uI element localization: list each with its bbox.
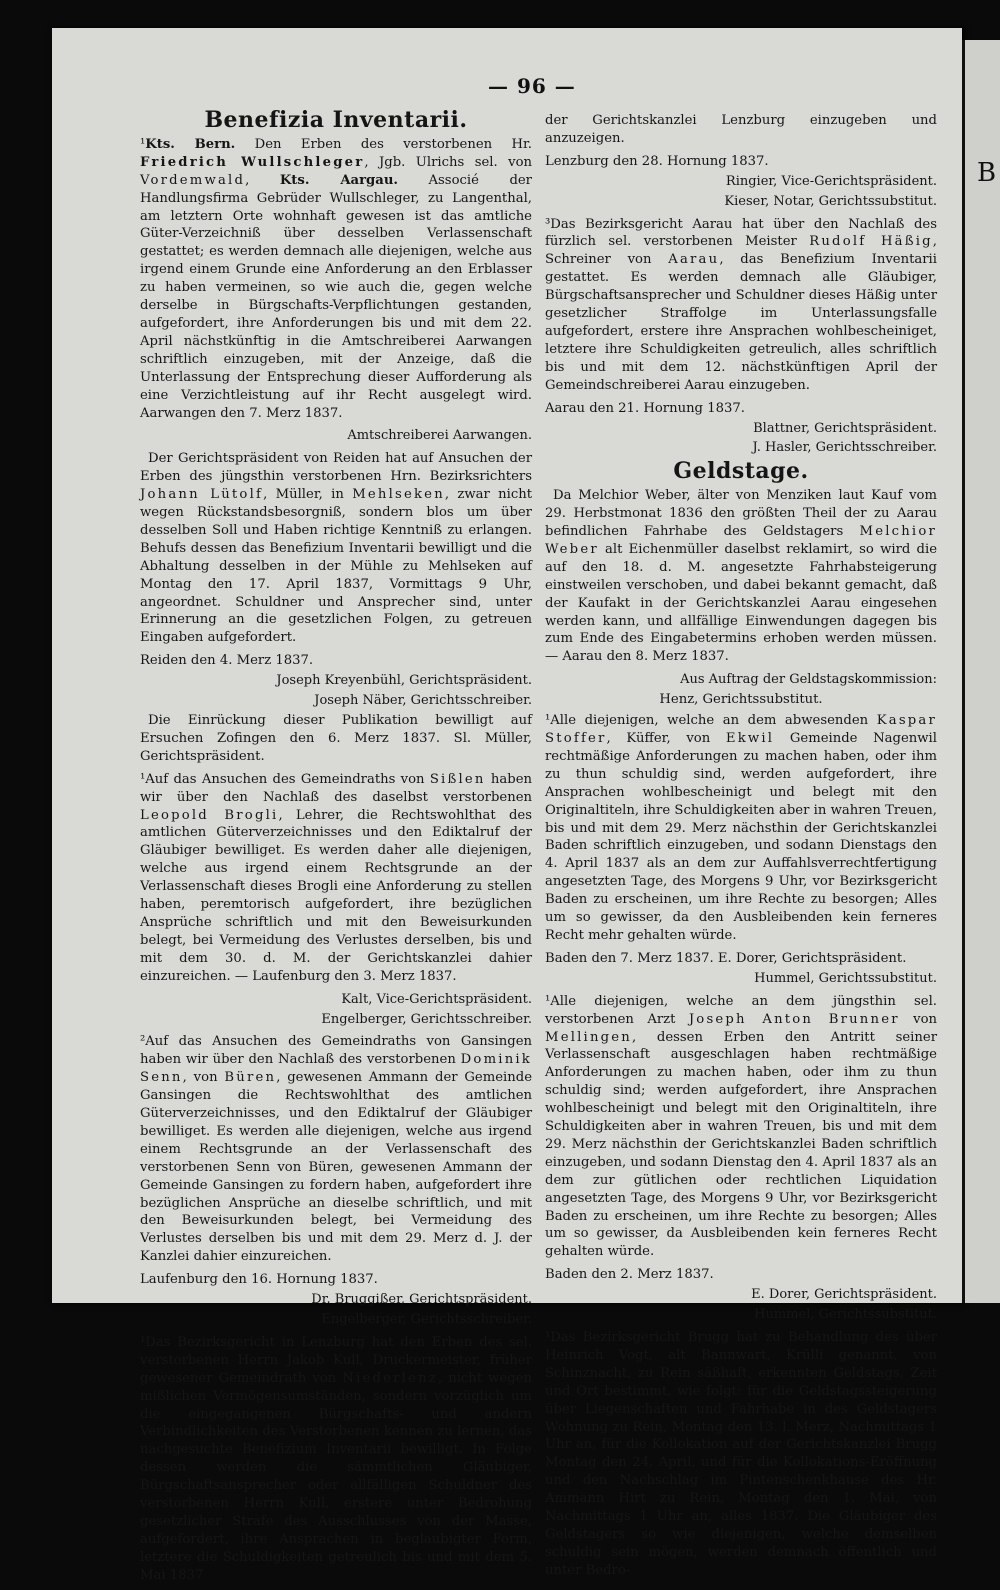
- signature: Kalt, Vice-Gerichtspräsident.: [341, 991, 532, 1007]
- notice-date: Baden den 2. Merz 1837.: [545, 1267, 714, 1283]
- notice-date: Laufenburg den 16. Hornung 1837.: [140, 1272, 378, 1288]
- notice-luetolf: Der Gerichtspräsident von Reiden hat auf Ansuchen der Erben des jüngsthin verstorbenen Hrn. Bezirksrichters Johann Lütolf, Müller, in Mehlseken, zwar nicht wegen Rückstandsbesorgniß, sondern blos um über desselben Soll und Haben richtige Kenntniß zu erlangen. Behufs dessen das Benefizium Inventarii bewilligt und die Abhaltung desselben in der Mühle zu Mehlseken auf Montag den 17. April 1837, Vormittags 9 Uhr, angeordnet. Schuldner und Ansprecher sind, unter Erinnerung an die gesetzlichen Folgen, zu getreuen Eingaben aufgefordert.: [140, 451, 532, 646]
- signature: Blattner, Gerichtspräsident.: [753, 420, 937, 436]
- notice-weber: Da Melchior Weber, älter von Menziken laut Kauf vom 29. Herbstmonat 1836 den größten Theil der zu Aarau befindlichen Fahrhabe des Geldstagers Melchior Weber alt Eichenmüller daselbst reklamirt, so wird die auf den 18. d. M. angesetzte Fahrhabsteigerung einstweilen verschoben, und dabei bekannt gemacht, daß der Kaufakt in der Gerichtskanzlei Aarau eingesehen werden kann, und allfällige Einwendungen dagegen bis zum Ende des Eingabetermins erhoben werden müssen. — Aarau den 8. Merz 1837.: [545, 488, 937, 665]
- notice-haessig: ³Das Bezirksgericht Aarau hat über den Nachlaß des fürzlich sel. verstorbenen Meister Rudolf Häßig, Schreiner von Aarau, das Benefizium Inventarii gestattet. Es werden demnach alle Gläubiger, Bürgschaftsansprecher und Schuldner dieses Häßig unter gesetzlicher Straffolge im Unterlassungsfalle aufgefordert, erstere ihre Ansprachen wohlbescheiniget, letztere ihre Schuldigkeiten getreulich, alles schriftlich bis und mit dem 12. nächstkünftigen April der Gemeindschreiberei Aarau einzugeben.: [545, 216, 937, 393]
- notice-date: Lenzburg den 28. Hornung 1837.: [545, 153, 769, 169]
- notice-stoffer: ¹Alle diejenigen, welche an dem abwesenden Kaspar Stoffer, Küffer, von Ekwil Gemeinde Nagenwil rechtmäßige Anforderungen zu machen haben, oder ihm zu thun schuldig sind, werden aufgefordert, ihre Ansprachen wohlbescheinigt und belegt mit den Originaltiteln, ihre Schuldigkeiten aber in wahren Treuen, bis und mit dem 29. Merz nächsthin der Gerichtskanzlei Baden schriftlich einzugeben, und sodann Dienstags den 4. April 1837 als an dem zur Auffahlsverrechtfertigung angesetzten Tage, des Morgens 9 Uhr, vor Bezirksgericht Baden zu erscheinen, um ihre Rechte zu besorgen; Alles um so gewisser, da den Ausbleibenden kein ferneres Recht mehr gehalten würde.: [545, 713, 937, 943]
- right-column: [545, 112, 937, 1585]
- signature: Joseph Kreyenbühl, Gerichtspräsident.: [276, 673, 532, 689]
- section-heading-geldstage: Geldstage.: [673, 458, 809, 485]
- signature: J. Hasler, Gerichtsschreiber.: [752, 440, 937, 456]
- notice-vogt: ¹Das Bezirksgericht Brugg hat zu Behandlung des über Heinrich Vogt, alt Bannwart, Krülli genannt, von Schinznacht, zu Rein säßhaft, erkennten Geldstags, Zeit und Ort bestimmt, wie folgt: für die Geldstagssteigerung über Liegenschaften und Fahrhabe in des Geldstagers Wohnung zu Rein, Montag den 13. l. Merz, Nachmittags 1 Uhr an, für die Kollokation auf der Gerichtskanzlei Brugg Montag den 24. April, und für die Kollokations-Eröffnung und den Nachschlag im Pintenschenkhause des Hr. Ammann Hirt zu Rein, Montag den 1. Mai, von Nachmittags 1 Uhr an, alles 1837. Die Gläubiger des Geldstagers so wie diejenigen, welche demselben schuldig sein mögen, werden demnach öffentlich und unter Bedro-: [545, 1330, 937, 1578]
- notice-brogli: ¹Auf das Ansuchen des Gemeindraths von Sißlen haben wir über den Nachlaß des daselbst verstorbenen Leopold Brogli, Lehrer, die Rechtswohlthat des amtlichen Güterverzeichnisses und den Ediktalruf der Gläubiger bewilliget. Es werden daher alle diejenigen, welche aus irgend einem Rechtsgrunde an der Verlassenschaft dieses Brogli eine Anforderung zu stellen haben, peremtorisch aufgefordert, ihre bezüglichen Ansprüche schriftlich und mit den Beweisurkunden belegt, bei Vermeidung des Verlustes derselben, bis und mit dem 30. d. M. der Gerichtskanzlei dahier einzureichen. — Laufenburg den 3. Merz 1837.: [140, 771, 532, 984]
- next-page-edge: [962, 40, 1000, 1303]
- signature: E. Dorer, Gerichtspräsident.: [751, 1287, 937, 1303]
- signature: Kieser, Notar, Gerichtssubstitut.: [724, 193, 937, 209]
- continuation-text: der Gerichtskanzlei Lenzburg einzugeben und anzuzeigen.: [545, 113, 937, 146]
- next-page-glyph: B: [977, 158, 997, 188]
- notice-date: Aarau den 21. Hornung 1837.: [545, 400, 745, 416]
- page-number: — 96 —: [488, 74, 576, 98]
- signature: Dr. Bruggißer, Gerichtspräsident.: [311, 1292, 532, 1308]
- signature: Henz, Gerichtssubstitut.: [659, 692, 823, 708]
- notice-date: Baden den 7. Merz 1837. E. Dorer, Gerichtspräsident.: [545, 950, 907, 966]
- signature: Engelberger, Gerichtsschreiber.: [321, 1312, 532, 1327]
- notice-kull: ¹Das Bezirksgericht in Lenzburg hat den Erben des sel. verstorbenen Herrn Jakob Kull, Druckermeister, früher gewesener Gemeindrath von Niederlenz, nicht wegen mißlichen Vermögensumständen, sondern vorzüglich um die eingegangenen Bürgschafts- und andern Verbindlichkeiten des Verstorbenen kennen zu lernen, das nachgesuchte Benefizium Inventarii bewilligt. In Folge dessen werden die sämmtlichen Gläubiger, Bürgschaftsansprecher oder allfälligen Schuldner des verstorbenen Herrn Kull, erstere unter Bedrohung gesetzlicher Strafe des Ausschlusses von der Masse, aufgefordert, ihre Ansprachen in beglaubigter Form, letztere die Schuldigkeiten getreulich bis und mit dem 5. Mai 1837: [140, 1334, 532, 1583]
- section-heading-benefizia: Benefizia Inventarii.: [204, 107, 468, 133]
- signature: Joseph Näber, Gerichtsschreiber.: [314, 693, 532, 709]
- notice-senn: ²Auf das Ansuchen des Gemeindraths von Gansingen haben wir über den Nachlaß des verstorbenen Dominik Senn, von Büren, gewesenen Ammann der Gemeinde Gansingen die Rechtswohlthat des amtlichen Güterverzeichnisses, und den Ediktalruf der Gläubiger bewilliget. Es werden alle diejenigen, welche aus irgend einem Rechtsgrunde an der Verlassenschaft des verstorbenen Senn von Büren, gewesenen Ammann der Gemeinde Gansingen zu fordern haben, aufgefordert ihre bezüglichen Ansprüche an dieselbe schriftlich, und mit den Beweisurkunden belegt, bei Vermeidung des Verlustes derselben bis und mit dem 29. Merz d. J. der Kanzlei dahier einzureichen.: [140, 1034, 532, 1265]
- notice-brunner: ¹Alle diejenigen, welche an dem jüngsthin sel. verstorbenen Arzt Joseph Anton Brunner von Mellingen, dessen Erben den Antritt seiner Verlassenschaft ausgeschlagen haben rechtmäßige Anforderungen zu machen haben, oder ihm zu thun schuldig sind; werden aufgefordert, ihre Ansprachen wohlbescheinigt und belegt mit den Originaltiteln, ihre Schuldigkeiten aber in wahren Treuen, bis und mit dem 29. Merz nächsthin der Gerichtskanzlei Baden schriftlich einzugeben, und sodann Dienstag den 4. April 1837 als an dem zur gütlichen oder rechtlichen Liquidation angesetzten Tage, des Morgens 9 Uhr, vor Bezirksgericht Baden zu erscheinen, um ihre Rechte zu besorgen; Alles um so gewisser, da Ausbleibenden kein ferneres Recht gehalten würde.: [545, 993, 937, 1260]
- publication-note: Die Einrückung dieser Publikation bewilligt auf Ersuchen Zofingen den 6. Merz 1837. Sl. Müller, Gerichtspräsident.: [140, 713, 532, 764]
- signature: Engelberger, Gerichtsschreiber.: [321, 1011, 532, 1027]
- signature-aarwangen: Amtschreiberei Aarwangen.: [347, 428, 532, 444]
- signature: Hummel, Gerichtssubstitut.: [754, 1307, 937, 1323]
- signature: Aus Auftrag der Geldstagskommission:: [680, 672, 937, 688]
- signature: Ringier, Vice-Gerichtspräsident.: [725, 173, 937, 189]
- notice-wullschleger: ¹Kts. Bern. Den Erben des verstorbenen Hr. Friedrich Wullschleger, Jgb. Ulrichs sel. von Vordemwald, Kts. Aargau. Associé der Handlungsfirma Gebrüder Wullschleger, zu Langenthal, am letztern Orte wohnhaft gewesen ist das amtliche Güter-Verzeichniß über desselben Verlassenschaft gestattet; es werden demnach alle diejenigen, welche aus irgend einem Grunde eine Anforderung an den Erblasser zu haben vermeinen, so wie auch die, gegen welche derselbe in Bürgschafts-Verpflichtungen gestanden, aufgefordert, ihre Anforderungen bis und mit dem 22. April nächstkünftig in die Amtschreiberei Aarwangen schriftlich einzugeben, mit der Anzeige, daß die Unterlassung der Entsprechung dieser Aufforderung als eine Verzichtleistung auf ihr Recht ausgelegt wird. Aarwangen den 7. Merz 1837.: [140, 136, 533, 421]
- notice-date: Reiden den 4. Merz 1837.: [140, 653, 314, 669]
- left-column: [140, 107, 533, 1590]
- signature: Hummel, Gerichtssubstitut.: [754, 970, 937, 986]
